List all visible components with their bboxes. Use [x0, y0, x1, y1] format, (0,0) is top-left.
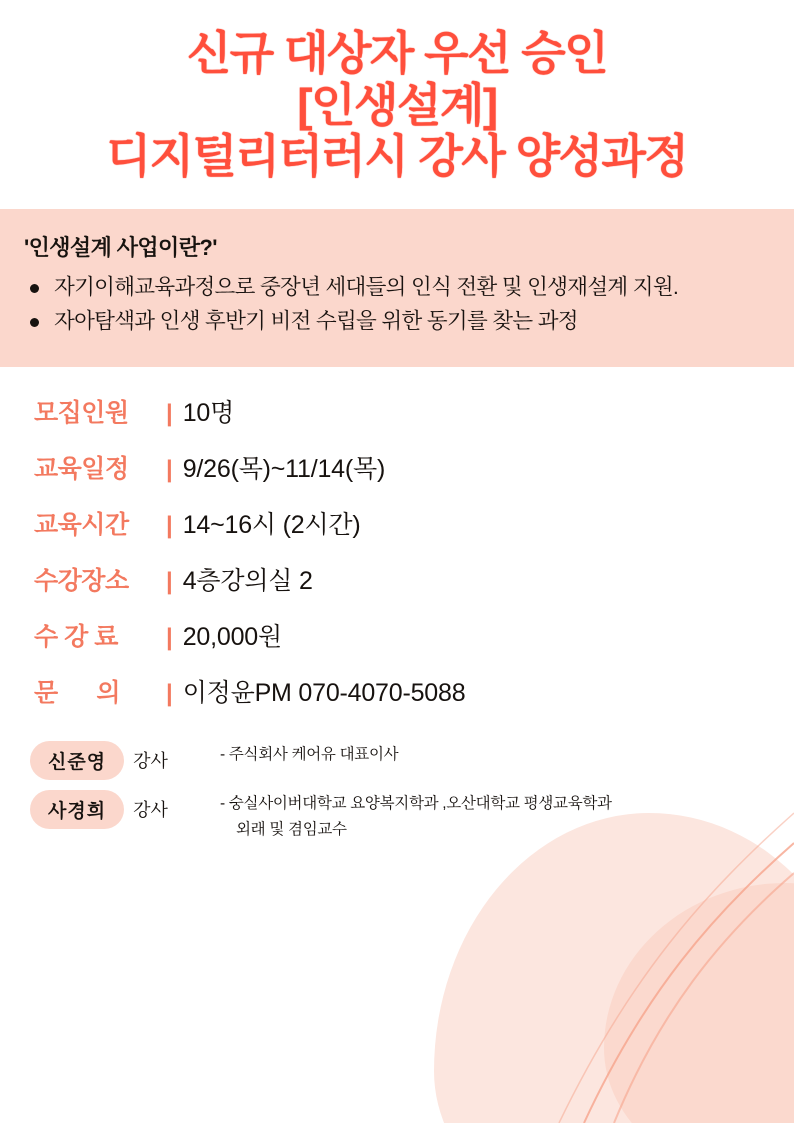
info-section	[0, 367, 794, 735]
info-value: 4층강의실 2	[182, 566, 313, 595]
info-separator: |	[166, 567, 173, 595]
instructor-name-group	[30, 790, 220, 829]
title-line-2: [인생설계]	[297, 78, 497, 131]
intro-bullet-item: 자아탐색과 인생 후반기 비전 수립을 위한 동기를 찾는 과정	[48, 306, 772, 337]
instructor-row	[30, 741, 764, 780]
intro-bullet-item: 자기이해교육과정으로 중장년 세대들의 인식 전환 및 인생재설계 지원.	[48, 272, 772, 303]
instructor-name-group	[30, 741, 220, 780]
title-line-1: 신규 대상자 우선 승인	[186, 27, 608, 79]
instructor-description: - 주식회사 케어유 대표이사	[220, 745, 399, 763]
intro-heading: '인생설계 사업이란?'	[24, 234, 217, 260]
info-row-time	[34, 505, 760, 541]
info-label: 교육시간	[34, 510, 129, 539]
info-value: 9/26(목)~11/14(목)	[182, 454, 386, 483]
info-row-fee	[34, 617, 760, 653]
info-row-capacity	[34, 393, 760, 429]
info-separator: |	[166, 455, 173, 483]
info-value: 14~16시 (2시간)	[182, 510, 361, 539]
instructor-section	[0, 735, 794, 860]
title-line-3: 디지털리터러시 강사 양성과정	[106, 130, 688, 183]
info-value: 20,000원	[182, 622, 282, 651]
info-label: 교육일정	[34, 454, 129, 483]
info-label: 문 의	[34, 678, 120, 707]
info-separator: |	[166, 679, 173, 707]
poster-title	[0, 0, 794, 195]
instructor-name-badge: 신준영	[30, 741, 124, 780]
instructor-description-group	[220, 790, 612, 842]
info-row-schedule	[34, 449, 760, 485]
info-separator: |	[166, 399, 173, 427]
intro-bullet-list	[22, 272, 772, 337]
instructor-name-badge: 사경희	[30, 790, 124, 829]
info-label: 수 강 료	[34, 622, 118, 651]
instructor-description-line2: 외래 및 겸임교수	[236, 820, 347, 838]
intro-section	[0, 209, 794, 367]
instructor-role-label: 강사	[133, 800, 168, 821]
info-separator: |	[166, 511, 173, 539]
info-value: 이정윤PM 070-4070-5088	[182, 678, 466, 707]
info-value: 10명	[182, 398, 235, 427]
info-label: 수강장소	[34, 566, 129, 595]
instructor-row	[30, 790, 764, 842]
info-label: 모집인원	[34, 398, 129, 427]
instructor-role-label: 강사	[133, 751, 168, 772]
info-row-contact	[34, 673, 760, 709]
instructor-description: - 숭실사이버대학교 요양복지학과 ,오산대학교 평생교육학과	[220, 794, 612, 812]
info-row-location	[34, 561, 760, 597]
info-separator: |	[166, 623, 173, 651]
